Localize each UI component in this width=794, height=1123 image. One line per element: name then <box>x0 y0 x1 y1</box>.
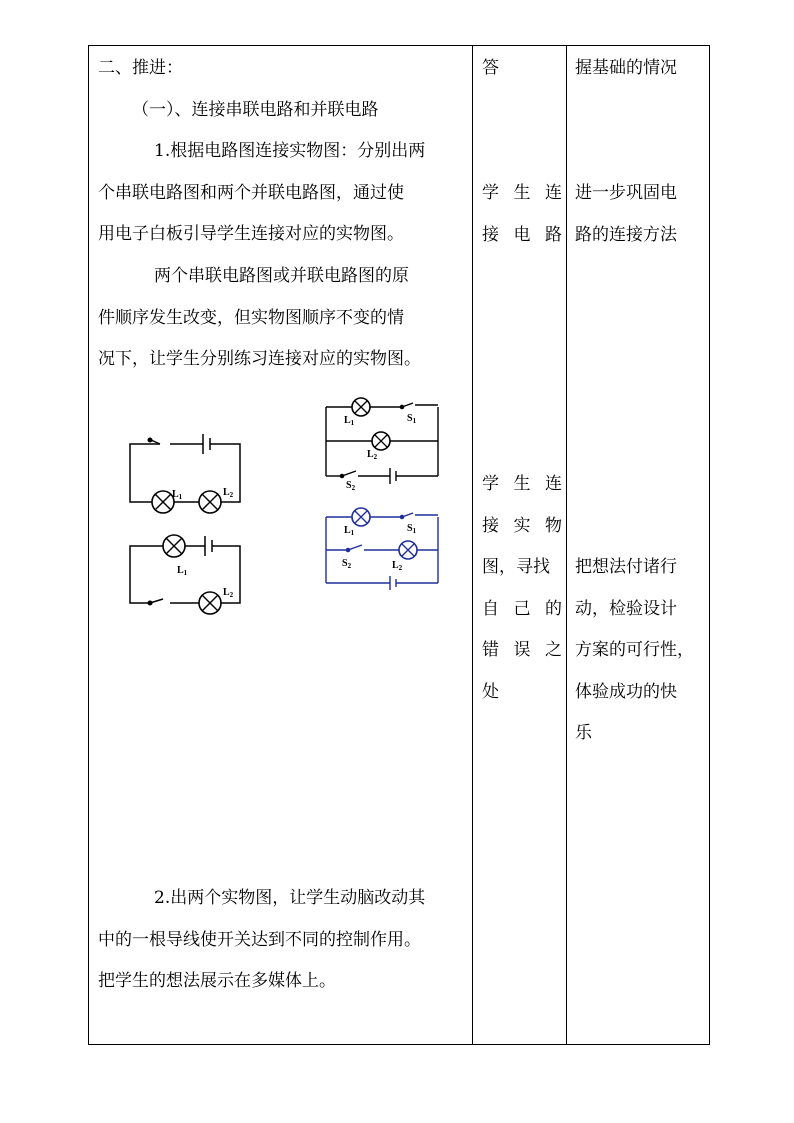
paragraph-line: 件顺序发生改变，但实物图顺序不变的情 <box>98 307 404 328</box>
svg-text:L2: $L_2$ <box>223 587 234 599</box>
activity-text: 错 误 之 <box>482 640 562 661</box>
student-activity-1 <box>482 173 562 256</box>
intent-text: 路的连接方法 <box>575 224 677 245</box>
svg-text:S1: $S_1$ <box>407 413 417 425</box>
paragraph-line: 两个串联电路图或并联电路图的原 <box>154 265 409 286</box>
paragraph-line: 况下，让学生分别练习连接对应的实物图。 <box>98 349 421 370</box>
activity-text: 接 实 物 <box>482 515 562 536</box>
paragraph-line: 2.出两个实物图，让学生动脑改动其 <box>154 888 426 908</box>
svg-text:L2: $L_2$ <box>223 487 234 499</box>
intent-text: 体验成功的快 <box>575 681 677 702</box>
section-heading: 二、推进： <box>98 58 183 78</box>
activity-text: 答 <box>482 58 499 78</box>
teaching-content-cell-2 <box>98 878 468 1003</box>
paragraph-line: 用电子白板引导学生连接对应的实物图。 <box>98 224 404 245</box>
intent-text: 进一步巩固电 <box>575 183 677 203</box>
activity-text: 学 生 连 <box>482 183 562 203</box>
paragraph-line: 把学生的想法展示在多媒体上。 <box>98 971 336 992</box>
teaching-content-cell <box>98 48 468 381</box>
paragraph-line: 中的一根导线使开关达到不同的控制作用。 <box>98 929 421 950</box>
design-intent-2 <box>575 547 707 755</box>
svg-text:L1: $L_1$ <box>177 565 188 577</box>
intent-text: 动，检验设计 <box>575 598 677 619</box>
intent-text: 把想法付诸行 <box>575 557 677 577</box>
student-activity-2 <box>482 464 562 714</box>
design-intent-top <box>575 48 707 90</box>
svg-text:L1: $L_1$ <box>344 525 355 537</box>
design-intent-1 <box>575 173 707 256</box>
column-divider <box>566 46 567 1044</box>
activity-text: 接 电 路 <box>482 224 562 245</box>
svg-text:S2: $S_2$ <box>346 480 356 492</box>
svg-text:L2: $L_2$ <box>392 560 403 572</box>
section-subheading: （一）、连接串联电路和并联电路 <box>132 99 379 120</box>
paragraph-line: 个串联电路图和两个并联电路图，通过使 <box>98 182 404 203</box>
lesson-table <box>88 45 710 1045</box>
activity-text: 自 己 的 <box>482 598 562 619</box>
intent-text: 乐 <box>575 723 592 744</box>
activity-text: 图，寻找 <box>482 557 550 578</box>
intent-text: 握基础的情况 <box>575 58 677 78</box>
activity-text: 学 生 连 <box>482 474 562 494</box>
svg-text:L1: $L_1$ <box>344 415 355 427</box>
svg-text:S2: $S_2$ <box>342 558 352 570</box>
svg-text:S1: $S_1$ <box>407 523 417 535</box>
student-activity-top <box>482 48 562 90</box>
activity-text: 处 <box>482 681 499 702</box>
svg-text:L2: $L_2$ <box>367 449 378 461</box>
paragraph-line: 1.根据电路图连接实物图：分别出两 <box>154 141 426 162</box>
intent-text: 方案的可行性， <box>575 640 694 661</box>
svg-text:L1: $L_1$ <box>172 489 183 501</box>
column-divider <box>472 46 473 1044</box>
